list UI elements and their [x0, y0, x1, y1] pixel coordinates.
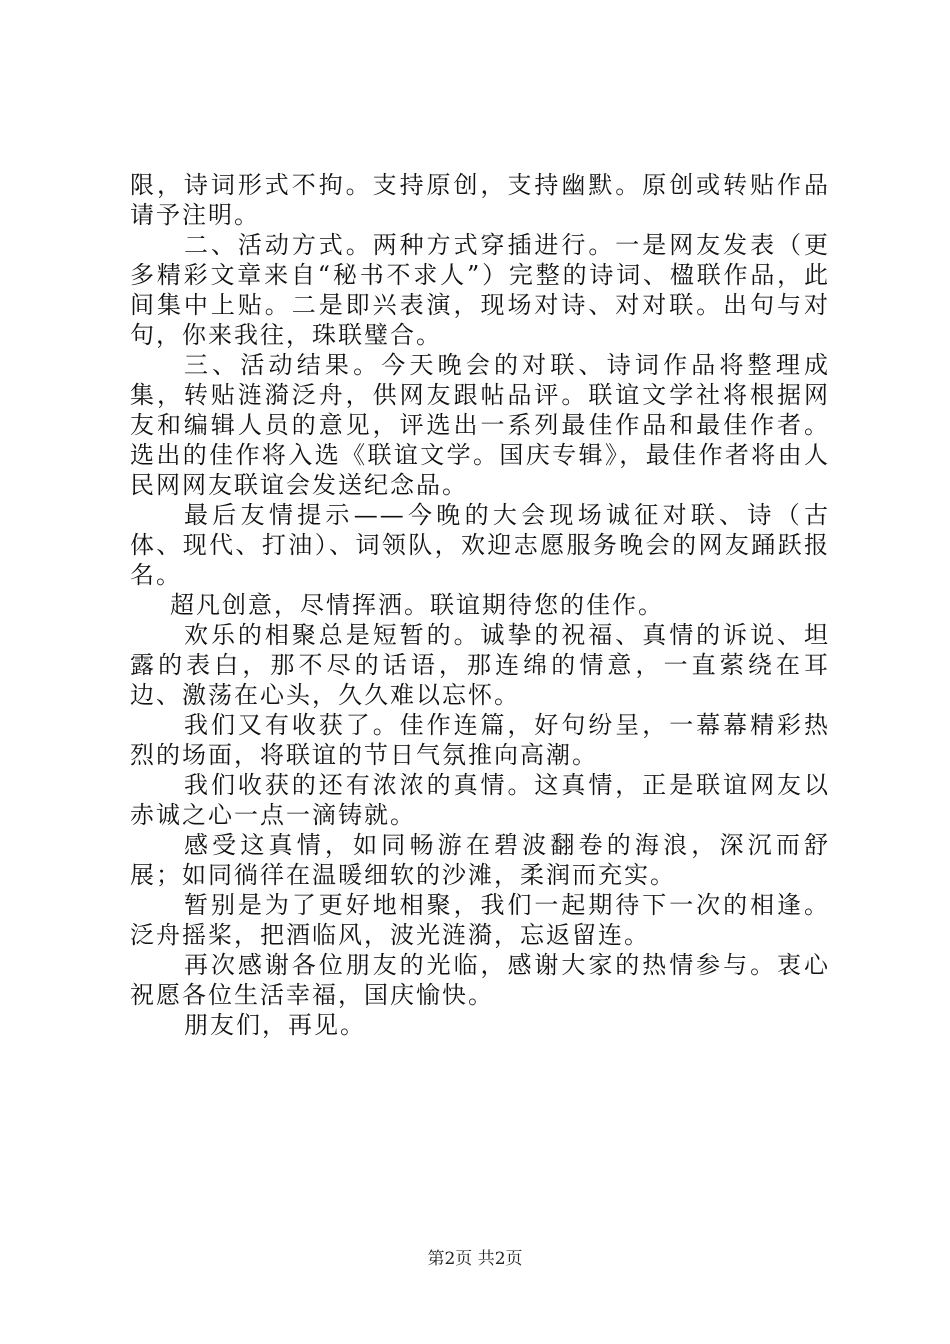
paragraph-creative: 超凡创意，尽情挥洒。联谊期待您的佳作。: [170, 591, 664, 619]
paragraph-continuation: 限，诗词形式不拘。支持原创，支持幽默。原创或转贴作品请予注明。: [130, 171, 830, 229]
page-number-footer: 第2页 共2页: [427, 1249, 523, 1269]
paragraph-feel: 感受这真情，如同畅游在碧波翻卷的海浪，深沉而舒展；如同徜徉在温暖细软的沙滩，柔润而充实。: [130, 831, 830, 889]
paragraph-harvest: 我们又有收获了。佳作连篇，好句纷呈，一幕幕精彩热烈的场面，将联谊的节日气氛推向高潮。: [130, 711, 830, 769]
paragraph-farewell: 暂别是为了更好地相聚，我们一起期待下一次的相逢。泛舟摇桨，把酒临风，波光涟漪，忘返留连。: [130, 891, 830, 949]
paragraph-friendly-reminder: 最后友情提示——今晚的大会现场诚征对联、诗（古体、现代、打油）、词领队，欢迎志愿服务晚会的网友踊跃报名。: [130, 501, 830, 589]
paragraph-goodbye: 朋友们，再见。: [184, 1011, 366, 1039]
document-body: [130, 170, 830, 1040]
paragraph-thanks: 再次感谢各位朋友的光临，感谢大家的热情参与。衷心祝愿各位生活幸福，国庆愉快。: [130, 951, 830, 1009]
paragraph-true-feelings: 我们收获的还有浓浓的真情。这真情，正是联谊网友以赤诚之心一点一滴铸就。: [130, 771, 830, 829]
paragraph-activity-method: 二、活动方式。两种方式穿插进行。一是网友发表（更多精彩文章来自“秘书不求人”）完整的诗词、楹联作品，此间集中上贴。二是即兴表演，现场对诗、对对联。出句与对句，你来我往，珠联璧合。: [130, 231, 830, 349]
paragraph-activity-result: 三、活动结果。今天晚会的对联、诗词作品将整理成集，转贴涟漪泛舟，供网友跟帖品评。联谊文学社将根据网友和编辑人员的意见，评选出一系列最佳作品和最佳作者。选出的佳作将入选《联谊文学。国庆专辑》，最佳作者将由人民网网友联谊会发送纪念品。: [130, 351, 830, 499]
paragraph-gathering: 欢乐的相聚总是短暂的。诚挚的祝福、真情的诉说、坦露的表白，那不尽的话语，那连绵的情意，一直萦绕在耳边、激荡在心头，久久难以忘怀。: [130, 621, 830, 709]
